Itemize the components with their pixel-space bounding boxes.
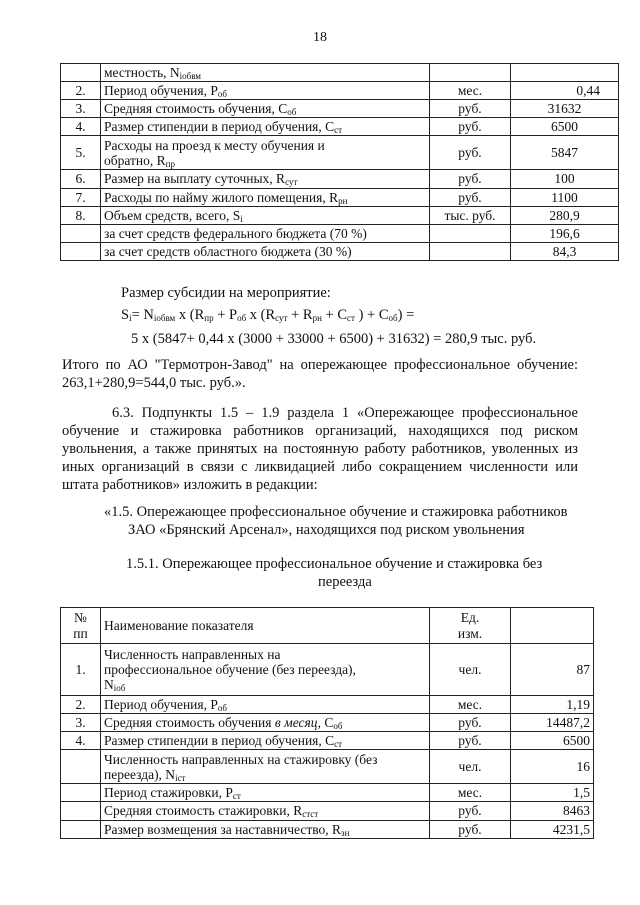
header-unit: Ед. изм. [430, 608, 511, 644]
row-number [61, 784, 101, 802]
table-row [61, 802, 594, 820]
row-unit: мес. [430, 696, 511, 714]
row-unit: мес. [430, 784, 511, 802]
row-value: 31632 [511, 100, 619, 118]
row-label: Размер возмещения за наставничество, $R_{зн}$ [101, 820, 430, 838]
table-row [61, 136, 619, 170]
header-number: № пп [61, 608, 101, 644]
row-label: местность, $N_{iобвм}$ [101, 64, 430, 82]
section-heading: «1.5. Опережающее профессиональное обучение и стажировка работников [104, 504, 568, 520]
row-value: 8463 [511, 802, 594, 820]
table-row [61, 188, 619, 206]
table-row [61, 170, 619, 188]
row-label: Расходы на проезд к месту обучения и обратно, $R_{пр}$ [101, 136, 430, 170]
row-value: 6500 [511, 732, 594, 750]
row-label: Численность направленных на профессиональное обучение (без переезда), $N_{iоб}$ [101, 644, 430, 696]
row-number [61, 242, 101, 260]
row-unit: руб. [430, 136, 511, 170]
table-row [61, 82, 619, 100]
row-number: 3. [61, 714, 101, 732]
table-row [61, 644, 594, 696]
row-value: 6500 [511, 118, 619, 136]
row-value: 4231,5 [511, 820, 594, 838]
row-number: 4. [61, 732, 101, 750]
row-unit: чел. [430, 750, 511, 784]
indicators-table [60, 607, 594, 839]
row-number: 4. [61, 118, 101, 136]
row-value: 87 [511, 644, 594, 696]
row-unit: тыс. руб. [430, 206, 511, 224]
row-value [511, 64, 619, 82]
formula-title: Размер субсидии на мероприятие: [121, 285, 331, 301]
table-row [61, 242, 619, 260]
row-number [61, 802, 101, 820]
budget-table-top [60, 63, 619, 261]
paragraph-line: увольнения, а также принятых на постоянную работу работников, уволенных из [62, 441, 578, 457]
row-unit: чел. [430, 644, 511, 696]
total-line: Итого по АО "Термотрон-Завод" на опережающее профессиональное обучение: [62, 357, 578, 373]
row-label: Размер на выплату суточных, $R_{сут}$ [101, 170, 430, 188]
paragraph-line: штата работников» изложить в редакции: [62, 477, 318, 493]
table-row [61, 64, 619, 82]
total-line: 263,1+280,9=544,0 тыс. руб.». [62, 375, 246, 391]
row-label: Численность направленных на стажировку (без переезда), $N_{iст}$ [101, 750, 430, 784]
row-label: Средняя стоимость обучения в месяц, $С_{об}$ [101, 714, 430, 732]
row-label: Средняя стоимость обучения, $С_{об}$ [101, 100, 430, 118]
row-label: Период обучения, $Р_{об}$ [101, 696, 430, 714]
row-unit: руб. [430, 802, 511, 820]
row-unit: руб. [430, 170, 511, 188]
row-unit [430, 242, 511, 260]
table-row [61, 750, 594, 784]
paragraph-line: обучение и стажировка работников организаций, находящихся под риском [62, 423, 578, 439]
paragraph-line: иных организаций в связи с ликвидацией либо сокращением численности или [62, 459, 578, 475]
table-row [61, 696, 594, 714]
row-label: Средняя стоимость стажировки, $R_{стст}$ [101, 802, 430, 820]
row-label: за счет средств областного бюджета (30 %) [101, 242, 430, 260]
row-unit: руб. [430, 732, 511, 750]
row-label: за счет средств федерального бюджета (70 %) [101, 224, 430, 242]
row-value: 196,6 [511, 224, 619, 242]
row-value: 100 [511, 170, 619, 188]
row-unit: руб. [430, 100, 511, 118]
row-label: Период стажировки, $Р_{ст}$ [101, 784, 430, 802]
row-number: 7. [61, 188, 101, 206]
header-name: Наименование показателя [101, 608, 430, 644]
row-number [61, 224, 101, 242]
row-unit: руб. [430, 188, 511, 206]
table-row [61, 224, 619, 242]
row-number: 5. [61, 136, 101, 170]
header-value [511, 608, 594, 644]
row-label: Размер стипендии в период обучения, $С_{ст}$ [101, 732, 430, 750]
subsection-heading: 1.5.1. Опережающее профессиональное обучение и стажировка без [126, 556, 543, 572]
row-number [61, 64, 101, 82]
subsection-heading: переезда [318, 574, 372, 590]
page-number: 18 [313, 30, 327, 45]
row-number: 2. [61, 696, 101, 714]
table-row [61, 100, 619, 118]
row-label: Период обучения, $Р_{об}$ [101, 82, 430, 100]
row-value: 280,9 [511, 206, 619, 224]
row-number [61, 750, 101, 784]
row-unit [430, 64, 511, 82]
paragraph-line: 6.3. Подпункты 1.5 – 1.9 раздела 1 «Опережающее профессиональное [112, 405, 578, 421]
formula-expression: $S_i= N_{iобвм}$ x ($R_{пр} + Р_{об}$ x ($R_{сут} + R_{рн} + С_{ст}$ ) + $С_{об}$) = [121, 307, 415, 323]
row-value: 1,5 [511, 784, 594, 802]
table-row [61, 206, 619, 224]
row-number [61, 820, 101, 838]
row-value: 0,44 [511, 82, 619, 100]
table-row [61, 784, 594, 802]
row-number: 2. [61, 82, 101, 100]
row-number: 1. [61, 644, 101, 696]
row-unit [430, 224, 511, 242]
row-label: Размер стипендии в период обучения, $С_{ст}$ [101, 118, 430, 136]
row-value: 84,3 [511, 242, 619, 260]
row-number: 6. [61, 170, 101, 188]
row-number: 3. [61, 100, 101, 118]
table-header-row [61, 608, 594, 644]
row-unit: мес. [430, 82, 511, 100]
row-number: 8. [61, 206, 101, 224]
table-row [61, 118, 619, 136]
row-label: Объем средств, всего, $S_i$ [101, 206, 430, 224]
row-value: 5847 [511, 136, 619, 170]
section-heading: ЗАО «Брянский Арсенал», находящихся под риском увольнения [128, 522, 525, 538]
table-row [61, 732, 594, 750]
row-label: Расходы по найму жилого помещения, $R_{рн}$ [101, 188, 430, 206]
row-value: 14487,2 [511, 714, 594, 732]
row-value: 1100 [511, 188, 619, 206]
table-row [61, 820, 594, 838]
row-unit: руб. [430, 118, 511, 136]
row-value: 1,19 [511, 696, 594, 714]
row-value: 16 [511, 750, 594, 784]
row-unit: руб. [430, 820, 511, 838]
table-row [61, 714, 594, 732]
row-unit: руб. [430, 714, 511, 732]
formula-calculation: 5 x (5847+ 0,44 x (3000 + 33000 + 6500) + 31632) = 280,9 тыс. руб. [131, 331, 537, 347]
